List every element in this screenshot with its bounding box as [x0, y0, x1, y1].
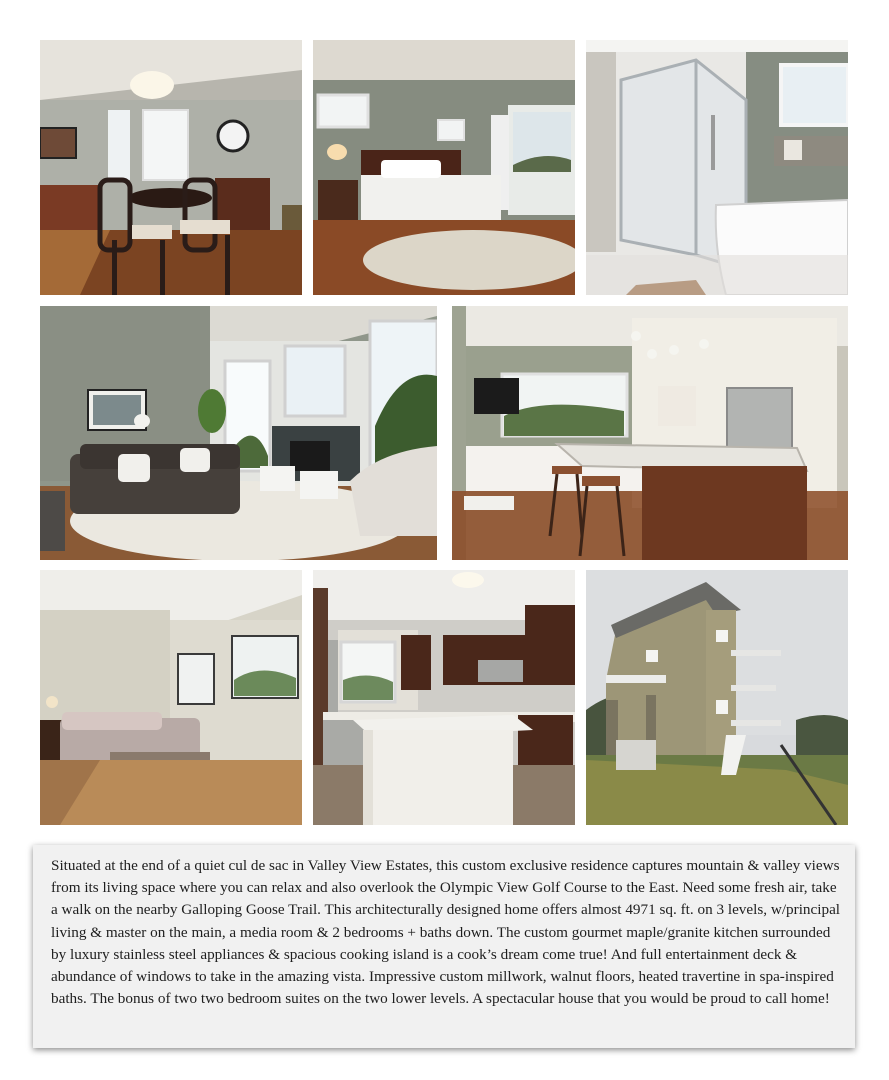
- dining-room-photo: [40, 40, 302, 295]
- ensuite-bathroom-photo: [586, 40, 848, 295]
- second-kitchen-photo: [313, 570, 575, 825]
- property-description-text: Situated at the end of a quiet cul de sac in Valley View Estates, this custom exclusive residence captures mountain & valley views from its living space where you can relax and also overlook the Olympic View Golf Course to the East. Need some fresh air, take a walk on the nearby Galloping Goose Trail. This architecturally designed home offers almost 4971 sq. ft. on 3 levels, w/principal living & master on the main, a media room & 2 bedrooms + baths down. The custom gourmet maple/granite kitchen surrounded by luxury stainless steel appliances & spacious cooking island is a cook’s dream come true! And full entertainment deck & abundance of windows to take in the amazing vista. Impressive custom millwork, walnut floors, heated travertine in spa-inspired baths. The bonus of two two bedroom suites on the two lower levels. A spectacular house that you would be proud to call home!: [51, 857, 841, 1008]
- property-description-panel: [33, 845, 855, 1048]
- master-bedroom-photo: [313, 40, 575, 295]
- house-exterior-photo: [586, 570, 848, 825]
- living-room-photo: [40, 306, 437, 560]
- second-bedroom-photo: [40, 570, 302, 825]
- kitchen-island-photo: [452, 306, 848, 560]
